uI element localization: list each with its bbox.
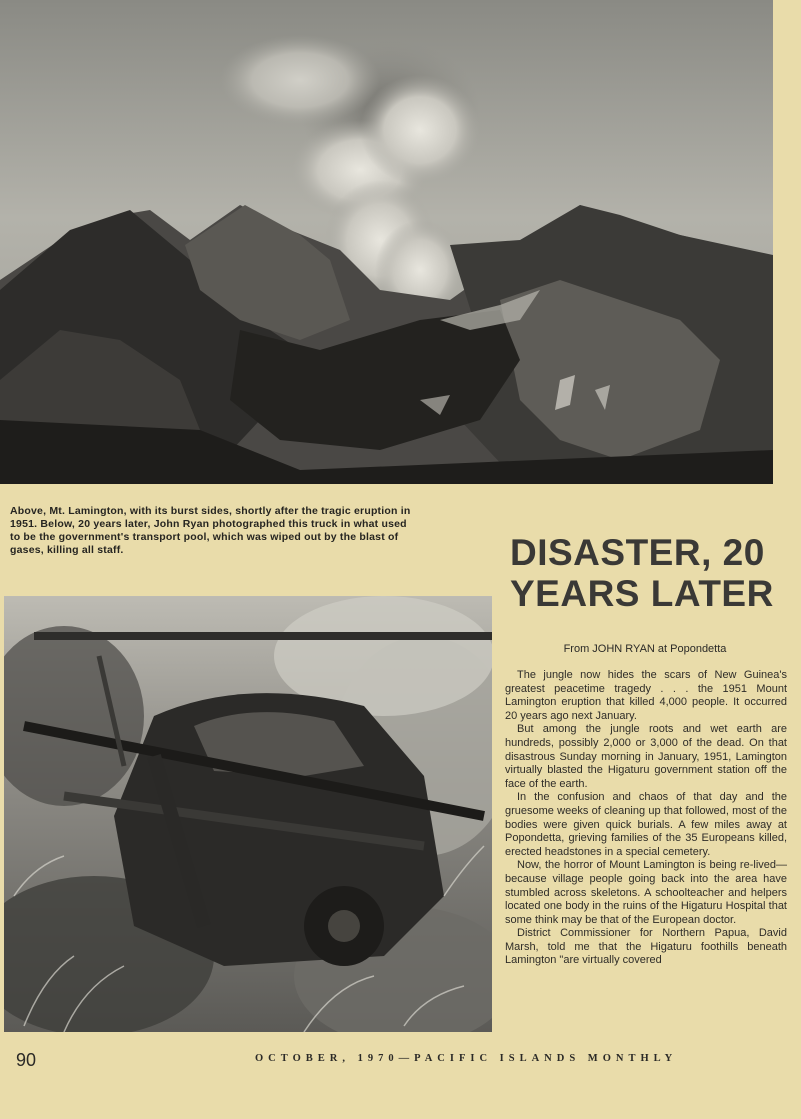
- article-paragraph: In the confusion and chaos of that day and the gruesome weeks of cleaning up that followed, most of the bodies were given quick burials. A few miles away at Popondetta, grieving families of the 35 Europeans killed, erected headstones in a special cemetery.: [505, 791, 787, 858]
- wrecked-truck-photo: [4, 596, 492, 1032]
- byline: From JOHN RYAN at Popondetta: [563, 643, 727, 655]
- article-paragraph: But among the jungle roots and wet earth are hundreds, possibly 2,000 or 3,000 of the dead. On that disastrous Sunday morning in January, 1951, Lamington virtually blasted the Higaturu government station off the face of the earth.: [505, 723, 787, 790]
- article-headline: DISASTER, 20 YEARS LATER: [510, 532, 774, 614]
- article-paragraph: Now, the horror of Mount Lamington is being re-lived—because village people going back into the area have stumbled across skeletons. A schoolteacher and helpers located one body in the ruins of the Higaturu Hospital that some think may be that of the European doctor.: [505, 859, 787, 926]
- article-paragraph: District Commissioner for Northern Papua, David Marsh, told me that the Higaturu foothills beneath Lamington "are virtually covered: [505, 927, 787, 967]
- article-paragraph: The jungle now hides the scars of New Guinea's greatest peacetime tragedy . . . the 1951 Mount Lamington eruption that killed 4,000 people. It occurred 20 years ago next January.: [505, 669, 787, 722]
- article-body: [505, 669, 787, 968]
- running-footer: OCTOBER, 1970—PACIFIC ISLANDS MONTHLY: [255, 1053, 678, 1064]
- photo-caption: Above, Mt. Lamington, with its burst sides, shortly after the tragic eruption in 1951. Below, 20 years later, John Ryan photographed this truck in what used to be the government's transport pool, which was wiped out by the blast of gases, killing all staff.: [10, 505, 411, 556]
- volcano-photo: [0, 0, 773, 484]
- page-number: 90: [16, 1050, 37, 1070]
